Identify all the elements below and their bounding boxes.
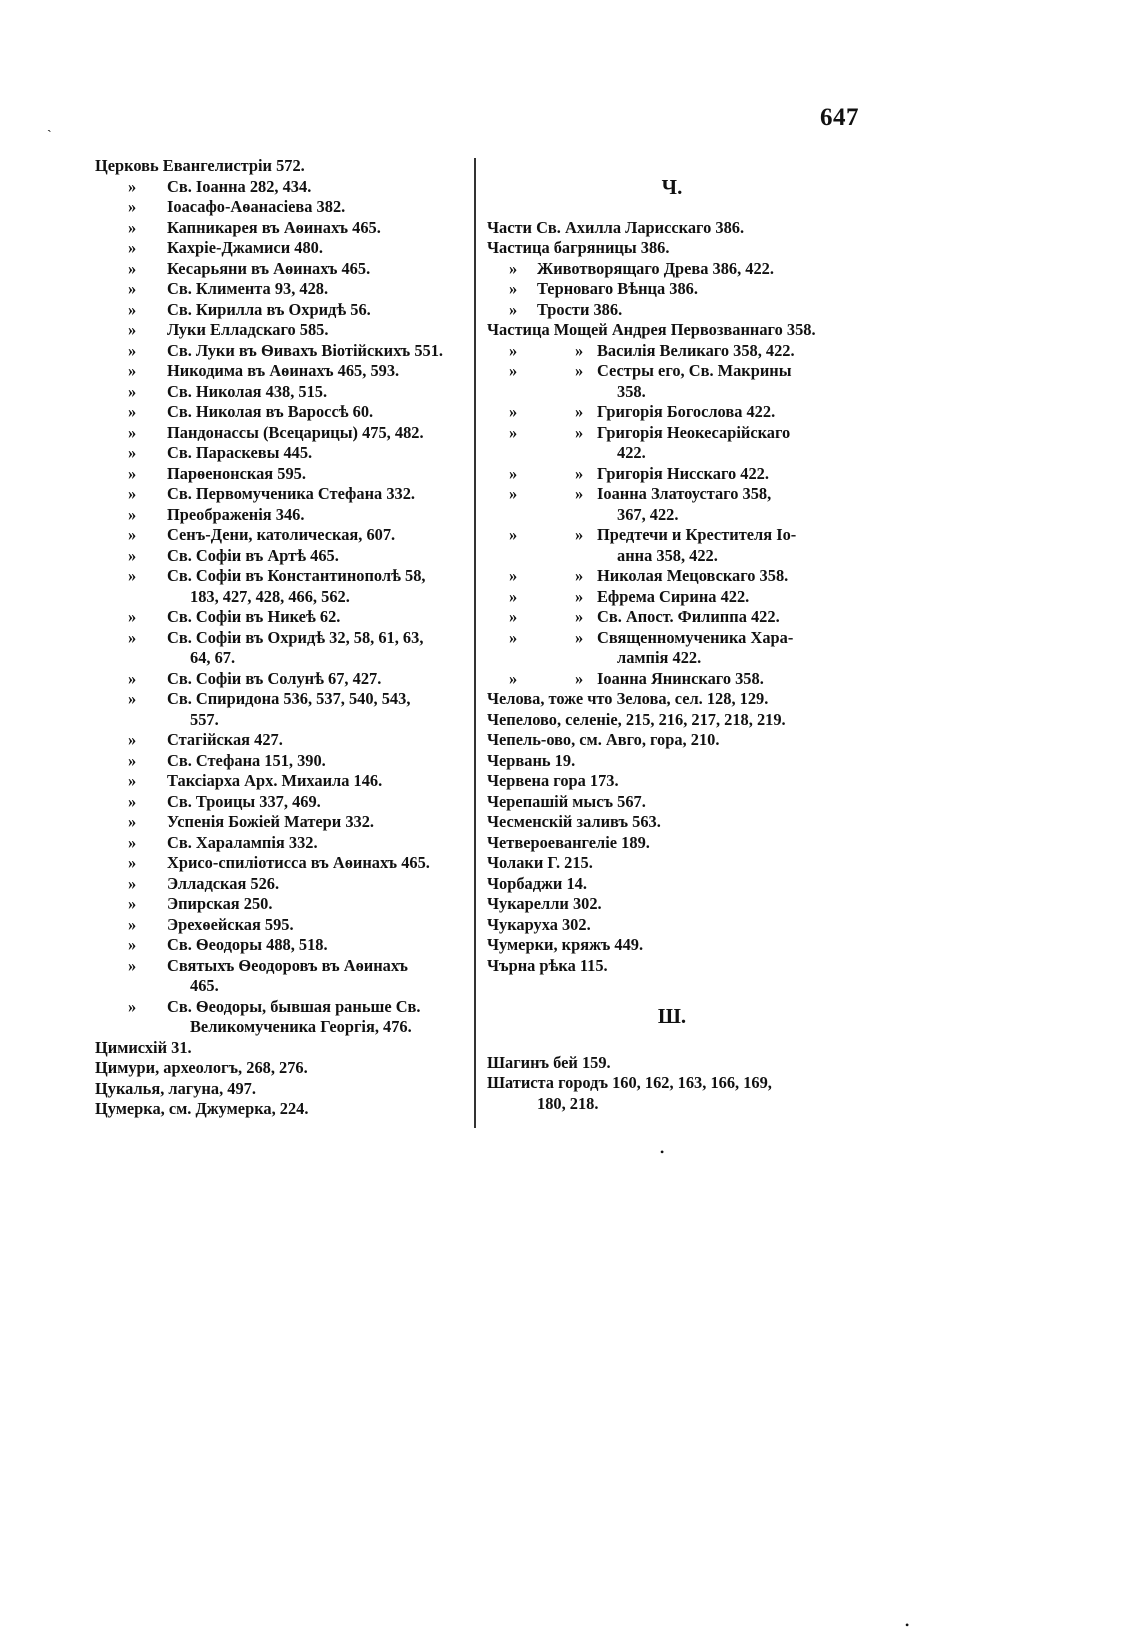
entry-text: Преображенія 346.	[167, 504, 305, 524]
ditto-mark: »	[128, 176, 137, 196]
ditto-mark: »	[509, 279, 518, 298]
entry-text: Капникарея въ Аѳинахъ 465.	[167, 217, 381, 237]
section-heading-ch: Ч.	[661, 174, 683, 199]
entry-text: Эпирская 250.	[167, 894, 273, 913]
index-entry	[95, 1038, 475, 1059]
ditto-mark: »	[128, 299, 137, 319]
entry-text: Василія Великаго 358, 422.	[597, 340, 795, 360]
entry-text: Великомученика Георгія, 476.	[190, 1017, 412, 1036]
index-entry	[95, 382, 475, 403]
entry-text: Григорія Неокесарійскаго	[597, 422, 791, 442]
spacer	[487, 197, 857, 218]
ditto-mark: »	[509, 484, 518, 503]
index-entry	[95, 197, 475, 218]
index-entry	[487, 771, 857, 792]
entry-text: 180, 218.	[537, 1093, 599, 1113]
entry-text: Успенія Божіей Матери 332.	[167, 812, 375, 831]
ditto-mark: »	[128, 484, 137, 503]
entry-text: Григорія Нисскаго 422.	[597, 463, 769, 483]
entry-text: Луки Елладскаго 585.	[167, 320, 329, 339]
entry-text: Сенъ-Дени, католическая, 607.	[167, 525, 396, 544]
entry-text: Св. Луки въ Ѳивахъ Віотійскихъ 551.	[167, 340, 444, 360]
index-entry	[487, 259, 857, 280]
spacer	[487, 156, 857, 177]
entry-text: Цимисхій 31.	[95, 1037, 192, 1057]
entry-text: Св. Стефана 151, 390.	[167, 750, 326, 770]
entry-text: Частица багряницы 386.	[487, 238, 670, 257]
entry-text: Элладская 526.	[167, 873, 280, 893]
index-entry	[95, 525, 475, 546]
ditto-mark: »	[128, 422, 137, 442]
index-entry	[487, 730, 857, 751]
index-entry	[487, 341, 857, 362]
entry-text: Св. Софіи въ Артѣ 465.	[167, 545, 339, 565]
index-entry	[487, 792, 857, 813]
ditto-mark: »	[509, 422, 518, 442]
index-entry	[487, 484, 857, 505]
ditto-mark: »	[509, 258, 518, 278]
ditto-mark: »	[509, 299, 518, 319]
ditto-mark: »	[128, 402, 137, 421]
index-entry	[487, 320, 857, 341]
ditto-mark: »	[509, 627, 518, 647]
ditto-mark: »	[128, 340, 137, 360]
entry-text: 358.	[617, 381, 646, 401]
entry-text: Чепелово, селеніе, 215, 216, 217, 218, 219.	[487, 709, 786, 729]
index-entry	[487, 628, 857, 649]
index-entry	[95, 956, 475, 977]
ditto-mark: »	[128, 832, 137, 852]
index-entry	[95, 874, 475, 895]
index-entry	[487, 915, 857, 936]
index-entry	[95, 1099, 475, 1120]
entry-text: Кахріе-Джамиси 480.	[167, 238, 323, 257]
ditto-mark: »	[128, 566, 137, 585]
entry-text: 183, 427, 428, 466, 562.	[190, 586, 350, 606]
entry-text: Четвероевангеліе 189.	[487, 832, 650, 852]
entry-text: Чърна рѣка 115.	[487, 955, 608, 975]
ditto-mark: »	[128, 955, 137, 975]
entry-text: Св. Софіи въ Охридѣ 32, 58, 61, 63,	[167, 627, 424, 647]
index-entry	[487, 279, 857, 300]
entry-text: Св. Троицы 337, 469.	[167, 791, 321, 811]
entry-text: Сестры его, Св. Макрины	[597, 361, 792, 380]
ditto-mark: »	[575, 361, 584, 380]
index-entry	[487, 505, 857, 526]
entry-text: Чукарелли 302.	[487, 894, 602, 913]
index-entry	[95, 156, 475, 177]
entry-text: Пандонассы (Всецарицы) 475, 482.	[167, 422, 424, 442]
index-entry	[487, 300, 857, 321]
ditto-mark: »	[509, 607, 518, 626]
ditto-mark: »	[575, 586, 584, 606]
index-entry	[95, 812, 475, 833]
entry-text: Чукаруха 302.	[487, 914, 591, 934]
ditto-mark: »	[509, 525, 518, 544]
section-ch-entries	[487, 218, 857, 977]
index-entry	[95, 587, 475, 608]
entry-text: Св. Софіи въ Никеѣ 62.	[167, 607, 341, 626]
entry-text: Чорбаджи 14.	[487, 873, 587, 893]
index-entry	[487, 443, 857, 464]
ditto-mark: »	[128, 443, 137, 462]
index-entry	[487, 689, 857, 710]
entry-text: Челова, тоже что Зелова, сел. 128, 129.	[487, 689, 769, 708]
ditto-mark: »	[575, 402, 584, 421]
index-entry	[487, 546, 857, 567]
entry-text: Эрехѳейская 595.	[167, 914, 294, 934]
index-entry	[95, 833, 475, 854]
entry-text: 367, 422.	[617, 504, 679, 524]
index-entry	[487, 812, 857, 833]
index-entry	[95, 259, 475, 280]
ditto-mark: »	[128, 279, 137, 298]
entry-text: Стагійская 427.	[167, 730, 283, 749]
index-entry	[487, 361, 857, 382]
index-entry	[487, 218, 857, 239]
page-number: 647	[820, 104, 859, 131]
spacer	[487, 976, 857, 1006]
index-entry	[95, 464, 475, 485]
ditto-mark: »	[128, 627, 137, 647]
entry-text: 422.	[617, 443, 646, 462]
index-entry	[487, 935, 857, 956]
ditto-mark: »	[509, 586, 518, 606]
index-entry	[95, 177, 475, 198]
entry-text: Чумерки, кряжъ 449.	[487, 935, 644, 954]
index-entry	[95, 915, 475, 936]
index-entry	[487, 751, 857, 772]
entry-text: Таксіарха Арх. Михаила 146.	[167, 771, 383, 790]
index-entry	[95, 279, 475, 300]
ditto-mark: »	[509, 668, 518, 688]
index-entry	[95, 607, 475, 628]
index-entry	[95, 730, 475, 751]
index-entry	[95, 546, 475, 567]
ditto-mark: »	[575, 668, 584, 688]
entry-text: Св. Николая 438, 515.	[167, 381, 328, 401]
ditto-mark: »	[509, 463, 518, 483]
index-entry	[95, 792, 475, 813]
index-entry	[95, 710, 475, 731]
ditto-mark: »	[128, 361, 137, 380]
index-entry	[95, 997, 475, 1018]
section-sh-entries	[487, 1053, 857, 1115]
entry-text: Парѳенонская 595.	[167, 463, 306, 483]
index-entry	[487, 464, 857, 485]
index-entry	[95, 669, 475, 690]
entry-text: Терноваго Вѣнца 386.	[537, 279, 698, 298]
ditto-mark: »	[128, 935, 137, 954]
ditto-mark: »	[128, 914, 137, 934]
entry-text: Черепашій мысъ 567.	[487, 791, 646, 811]
entry-text: Никодима въ Аѳинахъ 465, 593.	[167, 361, 400, 380]
entry-text: Трости 386.	[537, 299, 623, 319]
index-entry	[487, 956, 857, 977]
ditto-mark: »	[128, 238, 137, 257]
ditto-mark: »	[575, 607, 584, 626]
index-entry	[95, 341, 475, 362]
entry-text: Св. Николая въ Вароссѣ 60.	[167, 402, 374, 421]
entry-text: Червена гора 173.	[487, 771, 619, 790]
entry-text: Св. Харалампія 332.	[167, 832, 318, 852]
index-entry	[487, 525, 857, 546]
index-entry	[95, 320, 475, 341]
index-entry	[487, 587, 857, 608]
ditto-mark: »	[575, 566, 584, 585]
ditto-mark: »	[575, 525, 584, 544]
entry-text: Іоанна Янинскаго 358.	[597, 668, 764, 688]
entry-text: Св. Ѳеодоры, бывшая раньше Св.	[167, 996, 421, 1016]
scan-speck: •	[660, 1145, 665, 1159]
spacer	[487, 1032, 857, 1053]
ditto-mark: »	[128, 525, 137, 544]
entry-text: Чолаки Г. 215.	[487, 853, 593, 872]
ditto-mark: »	[509, 402, 518, 421]
ditto-mark: »	[575, 463, 584, 483]
index-entry	[487, 382, 857, 403]
index-entry	[95, 1079, 475, 1100]
entry-text: Св. Спиридона 536, 537, 540, 543,	[167, 689, 411, 708]
entry-text: Св. Кирилла въ Охридѣ 56.	[167, 299, 371, 319]
entry-text: Шатиста городъ 160, 162, 163, 166, 169,	[487, 1073, 772, 1092]
entry-text: Частица Мощей Андрея Первозваннаго 358.	[487, 320, 816, 339]
entry-text: лампія 422.	[617, 648, 702, 667]
index-entry	[95, 976, 475, 997]
index-entry	[95, 566, 475, 587]
index-entry	[487, 566, 857, 587]
index-entry	[95, 689, 475, 710]
ditto-mark: »	[128, 607, 137, 626]
index-entry	[487, 710, 857, 731]
entry-text: Кесарьяни въ Аѳинахъ 465.	[167, 258, 371, 278]
ditto-mark: »	[128, 791, 137, 811]
entry-text: Цумерка, см. Джумерка, 224.	[95, 1099, 309, 1118]
index-entry	[487, 1053, 857, 1074]
index-entry	[95, 1017, 475, 1038]
entry-text: Предтечи и Крестителя Іо-	[597, 525, 797, 544]
index-entry	[95, 238, 475, 259]
entry-text: Цимури, археологъ, 268, 276.	[95, 1058, 308, 1077]
scan-speck: •	[905, 1618, 910, 1632]
entry-text: Животворящаго Древа 386, 422.	[537, 258, 774, 278]
ditto-mark: »	[575, 340, 584, 360]
ditto-mark: »	[128, 545, 137, 565]
entry-text: Чепель-ово, см. Авго, гора, 210.	[487, 730, 720, 749]
ditto-mark: »	[128, 730, 137, 749]
entry-text: Шагинъ бей 159.	[487, 1052, 611, 1072]
index-entry	[95, 361, 475, 382]
entry-text: Священномученика Хара-	[597, 627, 794, 647]
index-entry	[487, 669, 857, 690]
ditto-mark: »	[509, 361, 518, 380]
index-entry	[95, 935, 475, 956]
entry-text: Св. Ѳеодоры 488, 518.	[167, 935, 328, 954]
entry-text: Св. Софіи въ Солунѣ 67, 427.	[167, 668, 382, 688]
right-column	[487, 156, 857, 1114]
index-entry	[95, 443, 475, 464]
entry-text: Св. Климента 93, 428.	[167, 279, 329, 298]
index-entry	[487, 607, 857, 628]
entry-text: Николая Мецовскаго 358.	[597, 566, 789, 585]
index-entry	[487, 833, 857, 854]
entry-text: Цукалья, лагуна, 497.	[95, 1078, 256, 1098]
ditto-mark: »	[509, 566, 518, 585]
entry-text: Святыхъ Ѳеодоровъ въ Аѳинахъ	[167, 955, 408, 975]
entry-text: Ефрема Сирина 422.	[597, 586, 750, 606]
index-entry	[487, 853, 857, 874]
ditto-mark: »	[128, 894, 137, 913]
entry-text: Іоанна Златоустаго 358,	[597, 484, 772, 503]
entry-text: Іоасафо-Аѳанасіева 382.	[167, 197, 346, 216]
entry-text: Св. Софіи въ Константинополѣ 58,	[167, 566, 426, 585]
ditto-mark: »	[128, 381, 137, 401]
ditto-mark: »	[128, 320, 137, 339]
index-entry	[95, 423, 475, 444]
index-entry	[487, 648, 857, 669]
index-entry	[95, 894, 475, 915]
ditto-mark: »	[128, 853, 137, 872]
ditto-mark: »	[128, 771, 137, 790]
ditto-mark: »	[575, 627, 584, 647]
ditto-mark: »	[128, 668, 137, 688]
entry-text: Церковь Евангелистріи 572.	[95, 156, 305, 175]
entry-text: Червань 19.	[487, 750, 576, 770]
entry-text: Св. Іоанна 282, 434.	[167, 176, 312, 196]
index-entry	[95, 771, 475, 792]
index-entry	[95, 1058, 475, 1079]
ditto-mark: »	[128, 197, 137, 216]
entry-text: Григорія Богослова 422.	[597, 402, 776, 421]
entry-text: Части Св. Ахилла Ларисскаго 386.	[487, 217, 745, 237]
ditto-mark: »	[128, 463, 137, 483]
index-entry	[95, 484, 475, 505]
index-entry	[95, 648, 475, 669]
index-entry	[487, 1073, 857, 1094]
ditto-mark: »	[575, 484, 584, 503]
index-entry	[95, 505, 475, 526]
entry-text: Чесменскій заливъ 563.	[487, 812, 661, 831]
entry-text: 557.	[190, 709, 219, 729]
ditto-mark: »	[509, 340, 518, 360]
ditto-mark: »	[128, 217, 137, 237]
entry-text: 465.	[190, 976, 219, 995]
index-entry	[487, 423, 857, 444]
index-entry	[95, 218, 475, 239]
entry-text: 64, 67.	[190, 648, 236, 667]
index-entry	[487, 402, 857, 423]
ditto-mark: »	[575, 422, 584, 442]
ditto-mark: »	[128, 996, 137, 1016]
entry-text: Св. Апост. Филиппа 422.	[597, 607, 780, 626]
index-entry	[487, 874, 857, 895]
ditto-mark: »	[128, 689, 137, 708]
left-column	[95, 156, 475, 1120]
entry-text: Хрисо-спиліотисса въ Аѳинахъ 465.	[167, 853, 430, 872]
section-heading-sh: Ш.	[657, 1004, 687, 1028]
index-entry	[487, 1094, 857, 1115]
entry-text: Св. Параскевы 445.	[167, 443, 313, 462]
index-entry	[95, 751, 475, 772]
index-entry	[487, 238, 857, 259]
ditto-mark: »	[128, 504, 137, 524]
ditto-mark: »	[128, 750, 137, 770]
index-entry	[95, 402, 475, 423]
entry-text: Св. Первомученика Стефана 332.	[167, 484, 416, 503]
scan-speck: ˏ	[47, 118, 52, 133]
ditto-mark: »	[128, 873, 137, 893]
index-entry	[487, 894, 857, 915]
index-entry	[95, 853, 475, 874]
entry-text: анна 358, 422.	[617, 545, 718, 565]
ditto-mark: »	[128, 258, 137, 278]
ditto-mark: »	[128, 812, 137, 831]
index-entry	[95, 628, 475, 649]
index-entry	[95, 300, 475, 321]
